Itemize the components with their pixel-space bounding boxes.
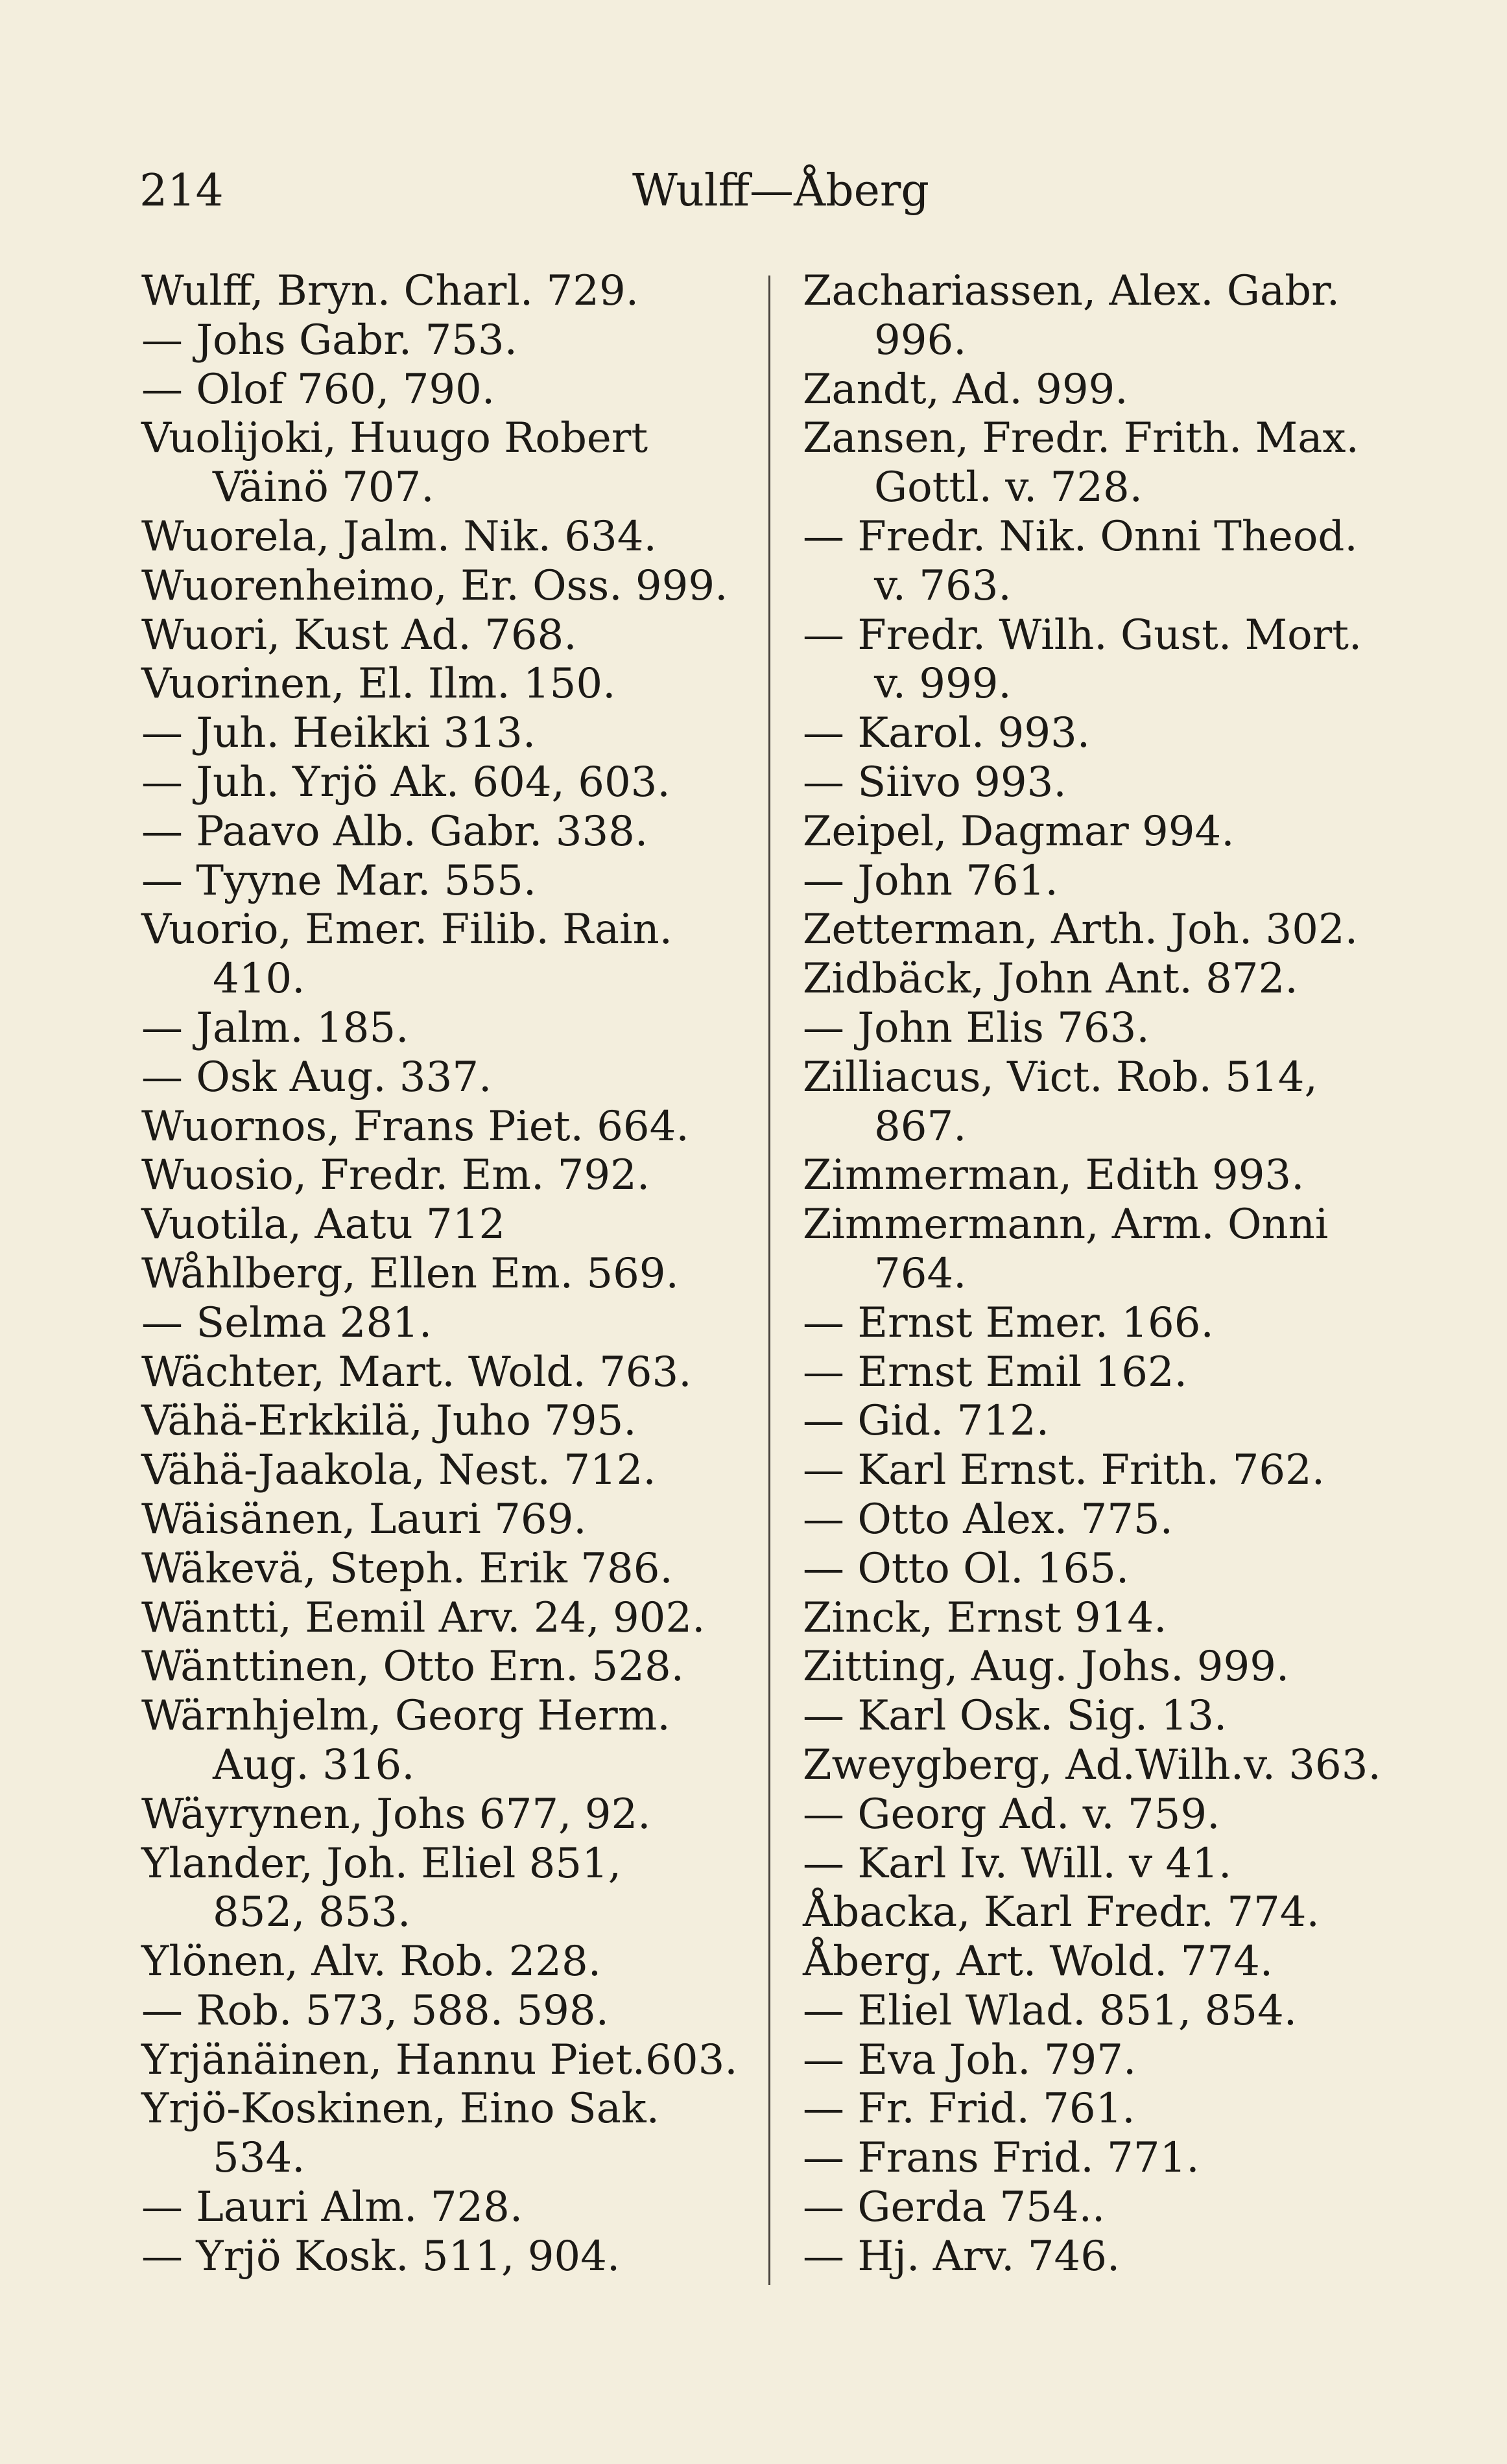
- index-entry: — Karl Iv. Will. v 41.: [803, 1839, 1232, 1888]
- index-entry: Zidbäck, John Ant. 872.: [803, 955, 1298, 1003]
- index-entry: Wäyrynen, Johs 677, 92.: [141, 1790, 651, 1838]
- index-entry: Vuorinen, El. Ilm. 150.: [141, 660, 616, 709]
- index-entry: — Selma 281.: [141, 1298, 433, 1347]
- index-entry: Wäntti, Eemil Arv. 24, 902.: [141, 1593, 706, 1642]
- index-entry: Zandt, Ad. 999.: [803, 365, 1128, 414]
- index-entry: 534.: [213, 2134, 305, 2183]
- index-entry: — Gid. 712.: [803, 1397, 1050, 1446]
- index-entry: Wulff, Bryn. Charl. 729.: [141, 267, 639, 315]
- index-entry: — Fredr. Nik. Onni Theod.: [803, 512, 1358, 561]
- index-entry: Vähä-Erkkilä, Juho 795.: [141, 1397, 637, 1446]
- index-entry: — Lauri Alm. 728.: [141, 2183, 523, 2232]
- index-entry: — Karl Osk. Sig. 13.: [803, 1692, 1228, 1741]
- index-entry: — Juh. Yrjö Ak. 604, 603.: [141, 758, 670, 806]
- index-entry: — Ernst Emil 162.: [803, 1348, 1187, 1396]
- index-entry: Väinö 707.: [213, 463, 434, 512]
- index-entry: Wuosio, Fredr. Em. 792.: [141, 1151, 650, 1200]
- index-entry: — Siivo 993.: [803, 758, 1067, 806]
- index-entry: Zachariassen, Alex. Gabr.: [803, 267, 1340, 315]
- index-entry: — Eliel Wlad. 851, 854.: [803, 1986, 1298, 2035]
- index-entry: Åbacka, Karl Fredr. 774.: [803, 1888, 1320, 1937]
- index-entry: — Eva Joh. 797.: [803, 2036, 1137, 2084]
- index-entry: Wåhlberg, Ellen Em. 569.: [141, 1249, 679, 1298]
- index-entry: — Ernst Emer. 166.: [803, 1298, 1214, 1347]
- index-entry: Wäkevä, Steph. Erik 786.: [141, 1544, 673, 1593]
- index-entry: — Otto Alex. 775.: [803, 1495, 1173, 1543]
- index-entry: Wuori, Kust Ad. 768.: [141, 611, 577, 659]
- index-entry: Wäisänen, Lauri 769.: [141, 1495, 587, 1543]
- index-entry: — Georg Ad. v. 759.: [803, 1790, 1220, 1838]
- index-entry: — Fredr. Wilh. Gust. Mort.: [803, 611, 1362, 659]
- index-entry: Zilliacus, Vict. Rob. 514,: [803, 1053, 1318, 1101]
- index-entry: Gottl. v. 728.: [874, 463, 1143, 512]
- index-entry: Ylander, Joh. Eliel 851,: [141, 1839, 622, 1888]
- left-column: [141, 267, 751, 2282]
- index-entry: Wärnhjelm, Georg Herm.: [141, 1692, 670, 1741]
- index-entry: — Osk Aug. 337.: [141, 1053, 492, 1101]
- index-entry: Zetterman, Arth. Joh. 302.: [803, 906, 1359, 954]
- index-entry: — Juh. Heikki 313.: [141, 709, 536, 758]
- index-entry: Zweygberg, Ad.Wilh.v. 363.: [803, 1741, 1381, 1789]
- index-entry: v. 763.: [874, 561, 1012, 610]
- index-entry: — Otto Ol. 165.: [803, 1544, 1130, 1593]
- index-entry: 996.: [874, 316, 967, 364]
- index-entry: — Yrjö Kosk. 511, 904.: [141, 2232, 621, 2281]
- index-entry: — Johs Gabr. 753.: [141, 316, 517, 364]
- index-entry: Zinck, Ernst 914.: [803, 1593, 1167, 1642]
- index-entry: — Gerda 754..: [803, 2183, 1106, 2232]
- index-entry: — Rob. 573, 588. 598.: [141, 1986, 609, 2035]
- index-entry: — Olof 760, 790.: [141, 365, 495, 414]
- running-head: Wulff—Åberg: [632, 165, 929, 217]
- index-entry: Zitting, Aug. Johs. 999.: [803, 1643, 1290, 1691]
- index-entry: Wuorenheimo, Er. Oss. 999.: [141, 561, 728, 610]
- index-entry: Vähä-Jaakola, Nest. 712.: [141, 1446, 656, 1495]
- index-entry: 867.: [874, 1102, 967, 1151]
- index-entry: Vuorio, Emer. Filib. Rain.: [141, 906, 672, 954]
- index-entry: — Jalm. 185.: [141, 1003, 409, 1052]
- column-divider: [768, 276, 770, 2285]
- index-entry: — Karl Ernst. Frith. 762.: [803, 1446, 1325, 1495]
- index-entry: Wächter, Mart. Wold. 763.: [141, 1348, 692, 1396]
- index-entry: — Paavo Alb. Gabr. 338.: [141, 807, 648, 856]
- right-column: [803, 267, 1412, 2282]
- index-entry: — Fr. Frid. 761.: [803, 2085, 1135, 2133]
- index-entry: Zimmerman, Edith 993.: [803, 1151, 1305, 1200]
- index-entry: — Tyyne Mar. 555.: [141, 856, 537, 905]
- index-entry: Vuotila, Aatu 712: [141, 1201, 506, 1249]
- index-entry: Zeipel, Dagmar 994.: [803, 807, 1235, 856]
- index-entry: Aug. 316.: [213, 1741, 415, 1789]
- page-header: [139, 152, 1384, 224]
- index-entry: Åberg, Art. Wold. 774.: [803, 1938, 1274, 1986]
- index-entry: Vuolijoki, Huugo Robert: [141, 414, 648, 463]
- index-entry: 410.: [213, 955, 305, 1003]
- index-entry: Yrjö-Koskinen, Eino Sak.: [141, 2085, 659, 2133]
- index-entry: Wuorela, Jalm. Nik. 634.: [141, 512, 657, 561]
- index-entry: — Frans Frid. 771.: [803, 2134, 1200, 2183]
- index-entry: 764.: [874, 1249, 967, 1298]
- index-entry: — John 761.: [803, 856, 1058, 905]
- index-entry: — John Elis 763.: [803, 1003, 1150, 1052]
- index-entry: 852, 853.: [213, 1888, 411, 1937]
- index-entry: Wänttinen, Otto Ern. 528.: [141, 1643, 684, 1691]
- index-entry: Zimmermann, Arm. Onni: [803, 1201, 1329, 1249]
- index-entry: Ylönen, Alv. Rob. 228.: [141, 1938, 602, 1986]
- index-entry: Yrjänäinen, Hannu Piet.603.: [141, 2036, 738, 2084]
- index-entry: — Hj. Arv. 746.: [803, 2232, 1121, 2281]
- index-entry: Wuornos, Frans Piet. 664.: [141, 1102, 689, 1151]
- index-entry: — Karol. 993.: [803, 709, 1091, 758]
- page-number: 214: [139, 165, 224, 217]
- index-entry: v. 999.: [874, 660, 1012, 709]
- index-entry: Zansen, Fredr. Frith. Max.: [803, 414, 1359, 463]
